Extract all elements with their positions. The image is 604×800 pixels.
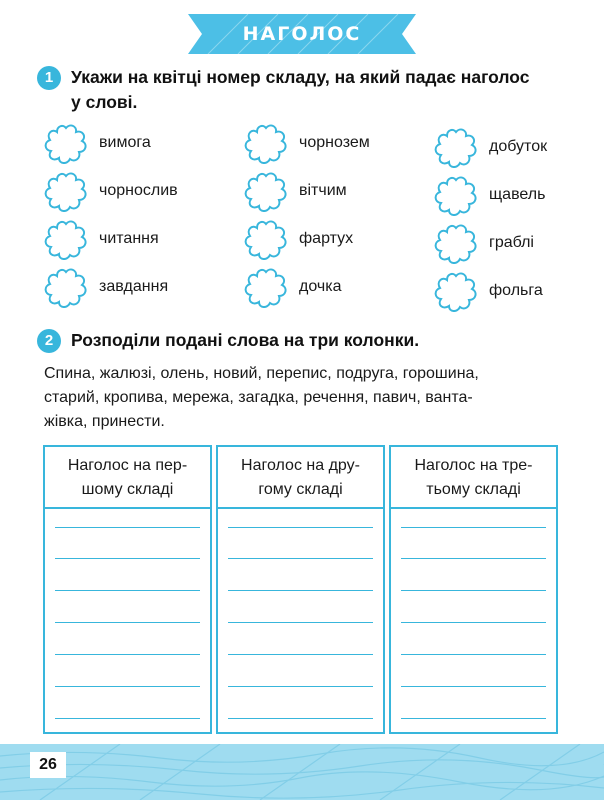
answer-line[interactable] (401, 654, 546, 655)
flower-word-label: щавель (489, 186, 546, 203)
answer-line[interactable] (55, 686, 200, 687)
flower-icon[interactable] (44, 124, 88, 164)
flower-word-label: вимога (99, 134, 151, 151)
flower-word-label: добуток (489, 138, 548, 155)
flower-icon[interactable] (434, 128, 478, 168)
word-list (44, 362, 554, 434)
column-header-line: шому складі (81, 481, 174, 498)
word-list-line: Спина, жалюзі, олень, новий, перепис, подруга, горошина, (44, 365, 479, 382)
page-title: НАГОЛОС (242, 23, 362, 45)
page-number: 26 (30, 752, 66, 778)
answer-line[interactable] (401, 686, 546, 687)
task1-instruction (71, 65, 571, 115)
flower-word-label: завдання (99, 278, 169, 295)
flower-word-label: чорнослив (99, 182, 178, 199)
word-list-line: старий, кропива, мережа, загадка, речення, павич, ванта- (44, 389, 473, 406)
answer-line[interactable] (228, 654, 373, 655)
answer-line[interactable] (55, 590, 200, 591)
task2-instruction: Розподіли подані слова на три колонки. (71, 330, 420, 350)
flower-word-label: читання (99, 230, 159, 247)
flower-icon[interactable] (244, 220, 288, 260)
flower-icon[interactable] (434, 176, 478, 216)
flower-word-label: вітчим (299, 182, 347, 199)
flower-icon[interactable] (434, 224, 478, 264)
answer-line[interactable] (55, 622, 200, 623)
answer-line[interactable] (55, 558, 200, 559)
footer-band (0, 744, 604, 800)
flower-word-label: чорнозем (299, 134, 370, 151)
flower-icon[interactable] (244, 124, 288, 164)
flower-icon[interactable] (44, 268, 88, 308)
column-header (391, 447, 556, 509)
task1-instruction-line: у слові. (71, 92, 138, 112)
answer-line[interactable] (55, 654, 200, 655)
answer-line[interactable] (228, 622, 373, 623)
answer-line[interactable] (228, 718, 373, 719)
answer-line[interactable] (401, 718, 546, 719)
flower-icon[interactable] (244, 268, 288, 308)
stress-column-first (43, 445, 212, 734)
flower-word-label: граблі (489, 234, 534, 251)
answer-line[interactable] (401, 558, 546, 559)
flower-icon[interactable] (44, 220, 88, 260)
answer-line[interactable] (55, 527, 200, 528)
answer-line[interactable] (401, 622, 546, 623)
column-header (45, 447, 210, 509)
title-banner (188, 14, 416, 54)
column-header-line: тьому складі (426, 481, 521, 498)
answer-line[interactable] (401, 527, 546, 528)
footer-wave-pattern (0, 744, 604, 800)
answer-line[interactable] (55, 718, 200, 719)
flower-icon[interactable] (244, 172, 288, 212)
column-header-line: Наголос на дру- (241, 457, 360, 474)
answer-line[interactable] (228, 590, 373, 591)
column-header (218, 447, 383, 509)
answer-line[interactable] (228, 686, 373, 687)
flower-word-label: дочка (299, 278, 342, 295)
task1-instruction-line: Укажи на квітці номер складу, на який падає наголос (71, 67, 530, 87)
answer-line[interactable] (228, 558, 373, 559)
stress-column-third (389, 445, 558, 734)
answer-line[interactable] (228, 527, 373, 528)
flower-icon[interactable] (44, 172, 88, 212)
stress-column-second (216, 445, 385, 734)
column-header-line: Наголос на тре- (414, 457, 533, 474)
answer-line[interactable] (401, 590, 546, 591)
word-list-line: жівка, принести. (44, 413, 165, 430)
column-header-line: Наголос на пер- (67, 457, 188, 474)
task-number-badge: 1 (37, 66, 61, 90)
flower-word-label: фартух (299, 230, 354, 247)
flower-icon[interactable] (434, 272, 478, 312)
column-header-line: гому складі (258, 481, 343, 498)
flower-word-label: фольга (489, 282, 543, 299)
task-number-badge: 2 (37, 329, 61, 353)
